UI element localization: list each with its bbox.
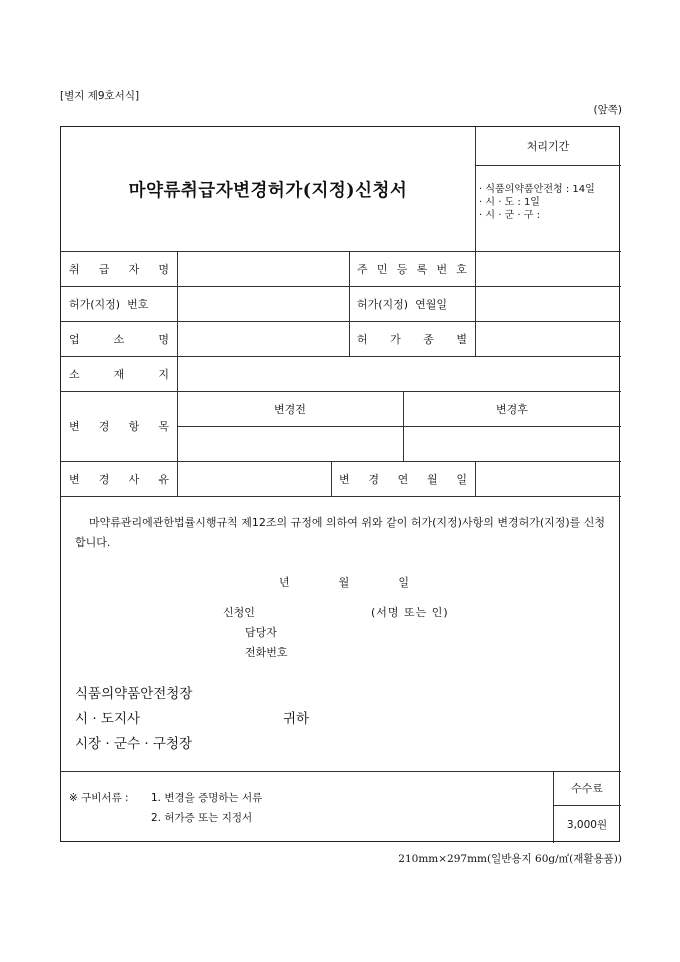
- business-name-label: 업 소 명: [69, 332, 169, 346]
- year-label: 년: [279, 576, 290, 589]
- permit-number-field[interactable]: [178, 287, 348, 321]
- honorific-label: 귀하: [283, 711, 310, 727]
- signature-label: (서명 또는 인): [371, 606, 449, 619]
- required-document-item: 2. 허가증 또는 지정서: [151, 812, 253, 824]
- phone-label: 전화번호: [245, 646, 288, 659]
- change-items-label: 변 경 항 목: [69, 420, 169, 433]
- permit-number-label: 허가(지정) 번호: [69, 297, 149, 311]
- permit-type-field[interactable]: [476, 322, 620, 356]
- change-date-label: 변 경 연 월 일: [339, 472, 467, 486]
- processing-period-line: · 시 · 도 : 1일: [479, 197, 540, 208]
- addressee-mayor: 시장 · 군수 · 구청장: [75, 736, 193, 752]
- handler-name-field[interactable]: [178, 252, 348, 286]
- page-side-label: (앞쪽): [593, 104, 622, 116]
- permit-type-label: 허 가 종 별: [357, 332, 467, 346]
- paper-spec-label: 210mm×297mm(일반용지 60g/㎡(재활용품)): [398, 853, 622, 865]
- form-title: 마약류취급자변경허가(지정)신청서: [128, 180, 408, 201]
- processing-period-label: 처리기간: [526, 140, 570, 153]
- after-change-field[interactable]: [404, 427, 620, 461]
- fee-value: 3,000원: [566, 818, 608, 831]
- staff-label: 담당자: [245, 626, 277, 639]
- business-name-field[interactable]: [178, 322, 348, 356]
- processing-period-list: [479, 183, 621, 222]
- change-reason-label: 변 경 사 유: [69, 472, 169, 486]
- application-date: [279, 574, 409, 590]
- handler-name-label: 취 급 자 명: [69, 262, 169, 276]
- permit-date-field[interactable]: [476, 287, 620, 321]
- location-label: 소 재 지: [69, 367, 169, 381]
- location-field[interactable]: [178, 357, 620, 391]
- required-documents-title: ※ 구비서류 :: [69, 792, 129, 804]
- addressee-kfda: 식품의약품안전청장: [75, 686, 193, 702]
- before-change-field[interactable]: [178, 427, 402, 461]
- processing-period-line: · 식품의약품안전청 : 14일: [479, 184, 595, 195]
- after-change-header: 변경후: [496, 402, 528, 416]
- month-label: 월: [338, 576, 350, 589]
- change-reason-field[interactable]: [178, 462, 330, 496]
- permit-date-label: 허가(지정) 연월일: [357, 297, 447, 311]
- before-change-header: 변경전: [274, 402, 306, 416]
- resident-number-field[interactable]: [476, 252, 620, 286]
- resident-number-label: 주 민 등 록 번 호: [357, 262, 467, 276]
- day-label: 일: [398, 576, 409, 589]
- form-number-label: [별지 제9호서식]: [60, 90, 140, 102]
- processing-period-line: · 시 · 군 · 구 :: [479, 210, 540, 221]
- addressee-governor: 시 · 도지사: [75, 711, 141, 727]
- fee-label: 수수료: [571, 782, 603, 795]
- change-date-field[interactable]: [476, 462, 620, 496]
- required-document-item: 1. 변경을 증명하는 서류: [151, 792, 263, 804]
- applicant-label: 신청인: [223, 606, 255, 619]
- application-form: [60, 126, 620, 842]
- application-statement: 마약류관리에관한법률시행규칙 제12조의 규정에 의하여 위와 같이 허가(지정)사항의 변경허가(지정)를 신청합니다.: [75, 516, 606, 549]
